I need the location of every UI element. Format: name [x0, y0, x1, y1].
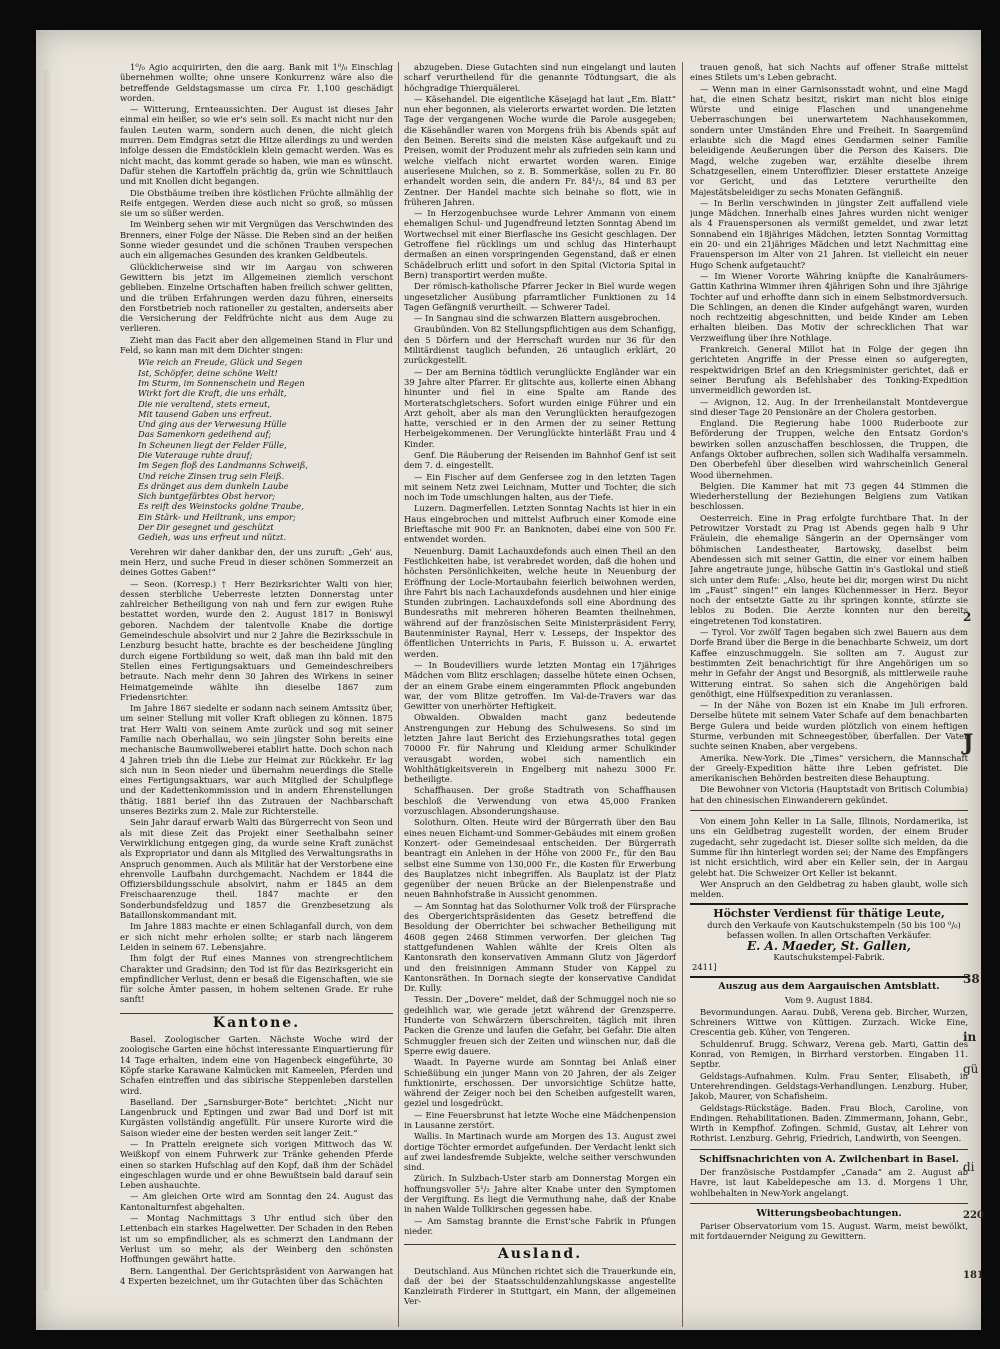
amtsblatt-entry: Bevormundungen. Aarau. Dubß, Verena geb. Bircher, Wurzen, Schreiners Wittwe von Küttigen. Zurzach. Wicke Eine, Crescentia geb. Küher, von Tengeren.	[690, 1006, 968, 1038]
paragraph-kaesehandel: — Käsehandel. Die eigentliche Käsejagd hat laut „Em. Blatt“ nun eher begonnen, als vielerorts erwartet worden. Die letzten Tage der vergangenen Woche wurde die Parole ausgegeben; die Käsehändler waren von Morgens früh bis Abends spät auf den Beinen. Bereits sind die meisten Käse aufgekauft und zu Preisen, womit der Produzent mehr als zufrieden sein kann und welche vielfach nicht erwartet worden waren. Einige auserlesene Mulchen, so z. B. Sommerkäse, sollen zu Fr. 80 erhandelt worden sein, die andern Fr. 84¹/₂, 84 und 83 per Zentner. Der Handel machte sich beinahe so flott, wie in früheren Jahren.	[404, 93, 676, 207]
advertisement	[690, 903, 968, 978]
paragraph: Wer Anspruch an den Geldbetrag zu haben glaubt, wolle sich melden.	[690, 878, 968, 900]
paragraph: — Am Samstag brannte die Ernst'sche Fabrik in Pfungen nieder.	[404, 1215, 676, 1236]
paragraph-oesterreich: Oesterreich. Eine in Prag erfolgte furchtbare That. In der Petrowitzer Vorstadt zu Prag ist Abends gegen halb 9 Uhr Fräulein, die ehemalige Sängerin an der Opernsänger vom böhmischen Landestheater, Bartowsky, daselbst beim Abendessen sich mit seiner Gattin, die einer vor einem halben Jahre angetraute junge, hübsche Gattin in's Gastlokal und stieß sich unter dem Rufe: „Also, heute bei dir, morgen wirst Du nicht im „Faust“ singen!“ ein langes Küchenmesser in Herz. Beyor noch der entsetzte Gatte zu ihr springen konnte, stürzte sie leblos zu Boden. Die Aerzte konnten nur den bereits eingetretenen Tod konstatiren.	[690, 512, 968, 626]
edge-fragment: 220	[963, 1210, 984, 1221]
amtsblatt-date: Vom 9. August 1884.	[784, 994, 874, 1005]
paragraph-neuenburg: Neuenburg. Damit Lachauxdefonds auch einen Theil an den Festlichkeiten habe, ist verabredet worden, daß die hohen und höchsten Persönlichkeiten, welche heute in Neuenburg der Eröffnung der Locle-Mortaubahn feierlich beiwohnen werden, ihre Fahrt bis nach Lachauxdefonds ausdehnen und hier einige Stunden zubringen. Lachauxdefonds soll eine Abordnung des Bundesraths mit mehreren höheren Beamten theilnehmen, während auf der französischen Seite Ministerpräsident Ferry, Bautenminister Raynal, Herr v. Lesseps, der Inspektor des öffentlichen Unterrichts in Paris, F. Buisson u. A. erwartet werden.	[404, 545, 676, 659]
newspaper-page	[36, 30, 984, 1330]
paragraph: Im Weinberg sehen wir mit Vergnügen das Verschwinden des Brenners, einer Folge der Nässe. Die Reben sind an der heißen Sonne wieder gesundet und die schönen Trauben verspechen auch ein allgemaches Gesunden des kranken Geldbeutels.	[120, 219, 393, 261]
paragraph: — In Sangnau sind die schwarzen Blattern ausgebrochen.	[414, 313, 661, 324]
paragraph: Verehren wir daher dankbar den, der uns zuruft: „Geh' aus, mein Herz, und suche Freud in dieser schönen Sommerzeit an deines Gottes Gaben!“	[120, 546, 393, 578]
paragraph-basel: Basel. Zoologischer Garten. Nächste Woche wird der zoologische Garten eine höchst interessante Einquartierung für 14 Tage erhalten, indem eine von Hagenbeck eingeführte, 30 Köpfe starke Karawane Kalmücken mit Kameelen, Pferden und Schafen eintreffen und das sibirische Steppenleben darstellen wird.	[120, 1034, 393, 1096]
paragraph: — Eine Feuersbrunst hat letzte Woche eine Mädchenpension in Lausanne zerstört.	[404, 1109, 676, 1130]
paragraph-frankreich: Frankreich. General Millot hat in Folge der gegen ihn gerichteten Angriffe in der Presse einen so aufgeregten, respektwidrigen Brief an den Kriegsminister gerichtet, daß er seiner Berufung als Befehlshaber des Tonking-Expedition unvermeidlich geworden ist.	[690, 344, 968, 396]
edge-fragment: gü	[963, 1062, 979, 1076]
section-title-kantone: Kantone.	[120, 1013, 393, 1028]
edge-fragment: in	[963, 1030, 977, 1044]
ad-firm-subtitle: Kautschukstempel-Fabrik.	[773, 951, 885, 962]
edge-fragment: 2	[963, 610, 972, 624]
column-1	[120, 62, 393, 1327]
paragraph: — Im Wiener Vororte Währing knüpfte die Kanalräumers-Gattin Kathrina Wimmer ihren 4jährigen Sohn und ihre 3jährige Tochter auf und erhoffte dann sich in einem Selbstmordversuch. Die Schlingen, an denen die Kinder aufgehängt waren, wurden noch rechtzeitig abgeschnitten, und beide Kinder am Leben erhalten bleiben. Das Motiv der schrecklichen That war Verzweiflung über ihre Nothlage.	[690, 270, 968, 343]
paragraph: trauen genoß, hat sich Nachts auf offener Straße mittelst eines Stilets um's Leben gebracht.	[690, 62, 968, 83]
paragraph: Zieht man das Facit aber den allgemeinen Stand in Flur und Feld, so kann man mit dem Dichter singen:	[120, 334, 393, 356]
paragraph-england: England. Die Regierung habe 1000 Ruderboote zur Beförderung der Truppen, welche den Entsatz Gordon's bewirken sollen anzuschaffen beschlossen, die Truppen, die Anfangs Oktober aufbrechen, sollen sich Wadihalfa versammeln. Den Oberbefehl über dieselben wird wahrscheinlich General Wood übernehmen.	[690, 418, 968, 480]
paragraph-baselland: Baselland. Der „Sarnsburger-Bote“ berichtet: „Nicht nur Langenbruck und Eptingen und zwar Bad und Dorf ist mit Kurgästen vollständig angefüllt. Für unsere Kurorte wird die Saison wieder eine der besten werden seit langer Zeit.“	[120, 1096, 393, 1138]
paragraph-zuerich: Zürich. In Sulzbach-Uster starb am Donnerstag Morgen ein hoffnungsvoller 5¹/₂ Jahre alter Knabe unter den Symptomen der Vergiftung. Es liegt die Vermuthung nahe, daß der Knabe in nahen Walde Tollkirschen gegessen habe.	[404, 1173, 676, 1215]
paragraph: Die Bewohner von Victoria (Hauptstadt von Britisch Columbia) hat den chinesischen Einwanderern gekündet.	[690, 784, 968, 805]
weather-title: Witterungsbeobachtungen.	[756, 1207, 902, 1219]
edge-fragment: J	[963, 730, 974, 756]
paragraph-schaffhausen: Schaffhausen. Der große Stadtrath von Schaffhausen beschloß die Verwendung von etwa 45,000 Franken vorzuschlagen. Absonderungshause.	[404, 785, 676, 817]
paragraph: Sein Jahr darauf erwarb Walti das Bürgerrecht von Seon und als mit diese Zeit das Projekt einer Seethalbahn seiner Verwirklichung entgegen ging, da wurde seine Kraft zunächst als Expropriator und dann als Mitglied des Verwaltungsraths in Anspruch genommen. Auch als Militär hat der Verstorbene eine ehrenvolle Laufbahn durchgemacht. Nachdem er 1844 die Offiziersbildungsschule absolvirt, nahm er 1845 an dem Freischaarenzuge theil. 1847 machte er den Sonderbundsfeldzug und 1857 die Grenzbesetzung als Bataillonskommandant mit.	[120, 817, 393, 921]
edge-fragment: 38	[963, 972, 980, 986]
ship-news-title: Schiffsnachrichten von A. Zwilchenbart in Basel.	[699, 1153, 959, 1165]
notice-keller: Von einem John Keller in La Salle, Illinois, Nordamerika, ist uns ein Geldbetrag zugestellt worden, der einem Bruder zugedacht, sehr zugedacht ist. Dieser sollte sich melden, da die Summe für ihn hinterlegt worden sei; der Name des Empfängers ist nicht ersichtlich, wird aber ein Keller sein, der in Aargau gelebt hat. Die Schweizer Ort Keller ist bekannt.	[690, 816, 968, 878]
column-3	[690, 62, 968, 1327]
ad-code: 2411]	[692, 961, 717, 972]
page-columns	[120, 62, 985, 1327]
amtsblatt-entry: Schuldenruf. Brugg. Schwarz, Verena geb. Marti, Gattin des Konrad, von Remigen, in Birrhard verstorben. Eingaben 11. Septbr.	[690, 1038, 968, 1070]
amtsblatt-title: Auszug aus dem Aargauischen Amtsblatt.	[718, 981, 940, 993]
section-title-ausland: Ausland.	[404, 1244, 676, 1259]
paragraph: — Am Sonntag hat das Solothurner Volk troß der Fürsprache des Obergerichtspräsidenten das Gesetz betreffend die Besoldung der Oberrichter bei schwacher Betheiligung mit 4608 gegen 2468 Stimmen verworfen. Der gleichen Tag stattgefundenen Wahlen wählte der Kreis Olten als Kantonsrath den konservativen Ammann Glutz von Jägerdorf und den freisinnigen Ammann Studer von Kappel zu Kantonsräthen. In Dornach siegte der konservative Candidat Dr. Kully.	[404, 900, 676, 994]
ad-body: durch den Verkaufe von Kautschukstempeln (50 bis 100 ⁰/₀) befassen wollen. In allen Ortschaften Verkäufer.	[707, 919, 961, 941]
amtsblatt-entry: Geldstags-Rückstäge. Baden. Frau Bloch, Caroline, von Endingen. Rehabilitationen. Baden. Zimmermann, Johann, Gebr., Wirth in Kempfhof. Zofingen. Schmid, Gustav, alt Lehrer von Rothrist. Lenzburg. Gehrig, Friedrich, Landwirth, von Seengen.	[690, 1102, 968, 1144]
column-divider	[398, 62, 399, 1327]
paragraph: — In Pratteln ereignete sich vorigen Mittwoch das W. Weißkopf von einem Fuhrwerk zur Tränke gehenden Pferde einen so starken Hufschlag auf den Kopf, daß ihm der Schädel eingeschlagen wurde und er ohne Bewußtsein bald darauf sein Leben aushauchte.	[120, 1138, 393, 1191]
paragraph-deutschland: Deutschland. Aus München richtet sich die Trauerkunde ein, daß der bei der Staatsschuldenzahlungskasse angestellte Kanzleirath Firderer in Stuttgart, ein Mann, der allgemeinen Ver-	[404, 1265, 676, 1307]
paragraph-bern: Bern. Langenthal. Der Gerichtspräsident von Aarwangen hat 4 Experten bezeichnet, um ihr Gutachten über das Schächten	[120, 1265, 393, 1286]
paragraph: Der römisch-katholische Pfarrer Jecker in Biel wurde wegen ungesetzlicher Ausübung pfarramtlicher Funktionen zu 14 Tagen Gefängniß verurtheilt. — Schwerer Tadel.	[404, 281, 676, 312]
amtsblatt-entry: Geldstags-Aufnahmen. Kulm. Frau Senter, Elisabeth, in Unterehrendingen. Geldstags-Verhandlungen. Lenzburg. Huber, Jakob, Maurer, von Schafisheim.	[690, 1070, 968, 1102]
paragraph: — Wenn man in einer Garnisonsstadt wohnt, und eine Magd hat, die einen Schatz besitzt, riskirt man nicht blos einige Würste und einige Flaschen und unangenehme Ueberraschungen bei unerwartetem Nachhausekommen, sondern unter Umständen Ehre und Freiheit. In Saargemünd erlaubte sich die Magd eines Gendarmen seiner Familie beleidigende Aeußerungen über die Person des Kaisers. Die Magd, welche zugeben war, erzählte dieselbe ihrem Schatzgesellen, einem Unteroffizier. Dieser erstattete Anzeige vor Gericht, und das Letztere verurtheilte den Majestätsbeleidiger zu sechs Monaten Gefängniß.	[690, 83, 968, 197]
separator	[690, 1149, 968, 1150]
column-2	[404, 62, 676, 1327]
paragraph: — In Boudevilliers wurde letzten Montag ein 17jähriges Mädchen vom Blitz erschlagen; dasselbe hütete einen Ochsen, der an einem Grabe einem eingerammten Pflock angebunden war, der vom Blitze getroffen. Im Val-de-Travers war das Gewitter von unerhörter Heftigkeit.	[404, 659, 676, 712]
paragraph: abzugeben. Diese Gutachten sind nun eingelangt und lauten scharf verurtheilend für die genannte Tödtungsart, die als höchgradige Thierquälerei.	[404, 62, 676, 93]
paragraph: Im Jahre 1883 machte er einen Schlaganfall durch, von dem er sich nicht mehr erholen sollte; er starb nach längerem Leiden in seinem 67. Lebensjahre.	[120, 921, 393, 952]
ad-headline: Höchster Verdienst für thätige Leute,	[713, 907, 945, 921]
edge-fragment: 181	[963, 1270, 984, 1281]
column-divider	[682, 62, 683, 1327]
paragraph: — In der Nähe von Bozen ist ein Knabe im Juli erfroren. Derselbe hütete mit seinem Vater Schafe auf dem benachbarten Berge Gulera und beide wurden plötzlich von einem heftigen Sturme, verbunden mit Schneegestöber, überfallen. Der Vater suchte seinen Knaben, aber vergebens.	[690, 700, 968, 752]
edge-fragment: di	[963, 1160, 975, 1174]
paragraph-seon: — Seon. (Korresp.) † Herr Bezirksrichter Walti von hier, dessen sterbliche Ueberreste letzten Donnerstag unter zahlreicher Betheiligung von nah und fern zur ewigen Ruhe bestattet worden, wurde den 2. August 1817 in Boniswyl geboren. Nachdem der talentvolle Knabe die dortige Gemeindeschule absolvirt und nur 2 Jahre die Bezirksschule in Lenzburg besucht hatte, brachte es der bescheidene Jüngling durch eigene Fortbildung so weit, daß man ihn bald mit den Stellen eines Fertigungsaktuars und Gemeindeschreibers betraute. Nach mehr denn 30 Jahren des Wirkens in seiner Heimatgemeinde wählte ihn dieselbe 1867 zum Friedensrichter.	[120, 578, 393, 702]
page-shadow	[44, 70, 54, 1290]
weather-body: Pariser Observatorium vom 15. August. Warm, meist bewölkt, mit fortdauernder Neigung zu Gewittern.	[690, 1221, 968, 1242]
separator	[690, 810, 968, 811]
paragraph-waadt: Waadt. In Payerne wurde am Sonntag bei Anlaß einer Schießübung ein junger Mann von 20 Jahren, der als Zeiger funktionirte, erschossen. Der unvorsichtige Schütze hatte, während der Zeiger noch bei den Scheiben aufgestellt waren, geziel und losgedrückt.	[404, 1057, 676, 1109]
separator	[690, 1203, 968, 1204]
paragraph: Die Obstbäume treiben ihre köstlichen Früchte allmählig der Reife entgegen. Werden diese auch nicht so groß, so müssen sie um so süßer werden.	[120, 187, 393, 219]
paragraph: Ihm folgt der Ruf eines Mannes von strengrechtlichem Charakter und Gradsinn; den Tod ist für das Bezirksgericht ein empfindlicher Verlust, denn er besaß die Eigenschaften, wie sie für solche Ämter passen, in hohem seltenen Grade. Er ruhe sanft!	[120, 953, 393, 1005]
paragraph: — Am gleichen Orte wird am Sonntag den 24. August das Kantonalturnfest abgehalten.	[120, 1191, 393, 1212]
paragraph-wallis: Wallis. In Martinach wurde am Morgen des 13. August zwei dortige Töchter ermordet aufgefunden. Der Verdacht lenkt sich auf zwei landesfremde Subjekte, welche seither verschwunden sind.	[404, 1131, 676, 1173]
paragraph-luzern: Luzern. Dagmerfellen. Letzten Sonntag Nachts ist hier in ein Haus eingebrochen und mittelst Aufbruch einer Komode eine Brieftasche mit 900 Fr. an Banknoten, dabei eine von 500 Fr. entwendet worden.	[404, 503, 676, 545]
ad-firm-name: E. A. Maeder, St. Gallen,	[747, 939, 911, 954]
paragraph-tessin: Tessin. Der „Dovere“ meldet, daß der Schmuggel noch nie so gedeihlich war, wie gerade jetzt während der Grenzsperre. Hunderte von Schwärzern überschreiten, täglich mit ihren Packen die Grenze und laufen die Gefahr, bei Gefahr. Die alten Schmuggler freuen sich der Zeiten und wünschen nur, daß die Sperre ewig dauere.	[404, 994, 676, 1056]
paragraph-witterung: — Witterung, Ernteaussichten. Der August ist dieses Jahr einmal ein heißer, so wie er's sein soll. Es macht nicht nur den faulen Leuten warm, sondern auch denen, die nicht gleich murren. Dem Emdgras setzt die Hitze allerdings zu und werden infolge dessen die Emdstöcklein klein gemacht werden. Was es nicht macht, das kommt gerade so haben, wie man es wünscht. Dafür stehen die Kartoffeln prächtig da, grün wie Schnittlauch und mit Knollen dicht begangen.	[120, 104, 393, 187]
poem: Wie reich an Freude, Glück und Segen Ist, Schöpfer, deine schöne Welt! Im Sturm, im Sonnenschein und Regen Wirkt fort die Kraft, die uns erhält, Die nie veraltend, stets erneut, Mit tausend Gaben uns erfreut. Und ging aus der Verwesung Hülle Das Samenkorn gedeihend auf; In Scheunen liegt der Felder Fülle, Die Vaterauge ruhte drauf; Im Segen floß des Landmanns Schweiß, Und reiche Zinsen trug sein Fleiß. Es dränget aus dem dunkeln Laube Sich buntgefärbtes Obst hervor; Es reift des Weinstocks goldne Traube, Ein Stärk- und Heiltrank, uns empor; Der Dir gesegnet und geschützt Gedieh, was uns erfreut und nützt.	[138, 357, 309, 543]
paragraph: Im Jahre 1867 siedelte er sodann nach seinem Amtssitz über, um seiner Stellung mit voller Kraft obliegen zu können. 1875 trat Herr Walti von seinem Amte zurück und sog mit seiner Familie nach Oberhallau, wo sein jüngster Sohn bereits eine mechanische Baumwollweberei etablirt hatte. Doch schon nach 4 Jahren trieb ihn die Liebe zur Heimat zur Rückkehr. Er lag sich nun in Seon nieder und übernahm neuerdings die Stelle eines Fertigungsaktuars, war auch Mitglied der Schulpflege und der Kadettenkommission und in andern Ehrenstellungen thätig. 1881 berief ihn das Zutrauen der Nachbarschaft unseres Bezirks zum 2. Male zur Richterstelle.	[120, 703, 393, 817]
paragraph-graubuenden: Graubünden. Von 82 Stellungspflichtigen aus dem Schanfigg, den 5 Dörfern und der Herrschaft wurden nur 36 für den Militärdienst tauglich befunden, 26 untauglich erklärt, 20 zurückgestellt.	[404, 324, 676, 366]
paragraph-obwalden: Obwalden. Obwalden macht ganz bedeutende Anstrengungen zur Hebung des Schulwesens. So sind im letzten Jahre laut Bericht des Erziehungsrathes total gegen 70000 Fr. für Nahrung und Kleidung armer Schulkinder verausgabt worden, wobei sich namentlich ein Wohlthätigkeitsverein in Engelberg mit nahezu 3000 Fr. betheiligte.	[404, 712, 676, 785]
paragraph-belgien: Belgien. Die Kammer hat mit 73 gegen 44 Stimmen die Wiederherstellung der Beziehungen Belgiens zum Vatikan beschlossen.	[690, 480, 968, 512]
paragraph: — Ein Fischer auf dem Genfersee zog in den letzten Tagen mit seinem Netz zwei Leichnam, Mutter und Tochter, die sich noch im Tode umschlungen halten, aus der Tiefe.	[404, 471, 676, 503]
paragraph: — In Berlin verschwinden in jüngster Zeit auffallend viele junge Mädchen. Innerhalb eines Jahres wurden nicht weniger als 4 Frauenspersonen als vermißt gemeldet, und zwar letzt Sonnabend ein 18jähriges Mädchen, letzten Sonntag Vormittag ein 20- und ein 21jähriges Mädchen und letzt Nachmittag eine Frauensperson im Alter von 21 Jahren. Ist vielleicht ein neuer Hugo Schenk aufgetaucht?	[690, 197, 968, 270]
ship-news-body: Der französische Postdampfer „Canada“ am 2. August ab Havre, ist laut Kabeldepesche am 13. d. Morgens 1 Uhr, wohlbehalten in New-York angelangt.	[690, 1166, 968, 1198]
paragraph: — Avignon, 12. Aug. In der Irrenheilanstalt Montdevergue sind dieser Tage 20 Pensionäre an der Cholera gestorben.	[690, 396, 968, 417]
paragraph: — Der am Bernina tödtlich verunglückte Engländer war ein 39 Jahre alter Pfarrer. Er glitschte aus, kollerte einen Abhang hinunter und fiel in eine Spalte am Rande des Morteratschgletschers. Sofort wurden einige Führer und ein Arzt geholt, aber als man den Verunglückten heraufgezogen hatte, verschied er in den Armen der zu seiner Rettung Herbeigekommenen. Der Verunglückte hinterläßt Frau und 4 Kinder.	[404, 366, 676, 449]
paragraph-genf: Genf. Die Räuberung der Reisenden im Bahnhof Genf ist seit dem 7. d. eingestellt.	[404, 449, 676, 471]
paragraph-tyrol: — Tyrol. Vor zwölf Tagen begaben sich zwei Bauern aus dem Dorfe Brand über die Berge in die benachbarte Schweiz, um dort Kaffee einzuschmuggeln. Sie sollten am 7. August zur bestimmten Zeit benachrichtigt für ihre Angehörigen um so mehr in Gefahr der Angst und Besorgniß, als mittlerweile rauhe Witterung eintrat. So sahen sich die Angehörigen bald genöthigt, eine Hülfsexpedition zu veranlassen.	[690, 627, 968, 699]
paragraph-amerika: Amerika. New-York. Die „Times“ versichern, die Mannschaft der Greely-Expedition hätte ihre Leben gefristet. Die amerikanischen Behörden bestreiten diese Behauptung.	[690, 752, 968, 784]
paragraph: — Montag Nachmittags 3 Uhr entlud sich über den Lettenbach ein starkes Hagelwetter. Der Schaden in den Reben ist um so empfindlicher, als es schmerzt den Landmann der Verlust um so mehr, als der Weinberg den schönsten Hoffnungen gewährt hatte.	[120, 1213, 393, 1265]
paragraph-solothurn: Solothurn. Olten. Heute wird der Bürgerrath über den Bau eines neuen Eichamt-und Sommer-Gebäudes mit einem großen Konzert- oder Gemeindesaal entscheiden. Der Bürgerrath beantragt ein Anlehen in der Höhe von 2000 Fr., für den Bau selbst eine Summe von 130,000 Fr., die Kosten für Erwerbung des Bauplatzes nicht inbegriffen. Als Bauplatz ist der Platz gegenüber der neuen Brücke an der Bielenpenstraße und neuen Bahnhofstraße in Aussicht genommen.	[404, 817, 676, 900]
paragraph: — In Herzogenbuchsee wurde Lehrer Ammann von einem ehemaligen Schul- und Jugendfreund letzten Sonntag Abend im Wortwechsel mit einer Bierflasche ins Gesicht geschlagen. Der Getroffene fiel rücklings um und schlug das Hinterhaupt dermaßen an einen vorspringenden Gegenstand, daß er einen Schädelbruch erlitt und sofort in den Spital (Victoria Spital in Bern) transportirt werden mußte.	[404, 208, 676, 280]
paragraph: 1⁰/₀ Agio acquirirten, den die aarg. Bank mit 1⁰/₀ Einschlag übernehmen wollte; ohne unsere Konkurrenz wäre also die betreffende Geldstagsmasse um circa Fr. 1,100 geschädigt worden.	[120, 62, 393, 103]
paragraph: Glücklicherweise sind wir im Aargau von schweren Gewittern bis jetzt im Allgemeinen ziemlich verschont geblieben. Einzelne Ortschaften haben freilich schwer gelitten, und die trüben Erfahrungen werden dazu führen, einerseits den Forstbetrieb noch rationeller zu gestalten, anderseits aber die Versicherung der Feldfrüchte nicht aus dem Auge zu verlieren.	[120, 261, 393, 334]
